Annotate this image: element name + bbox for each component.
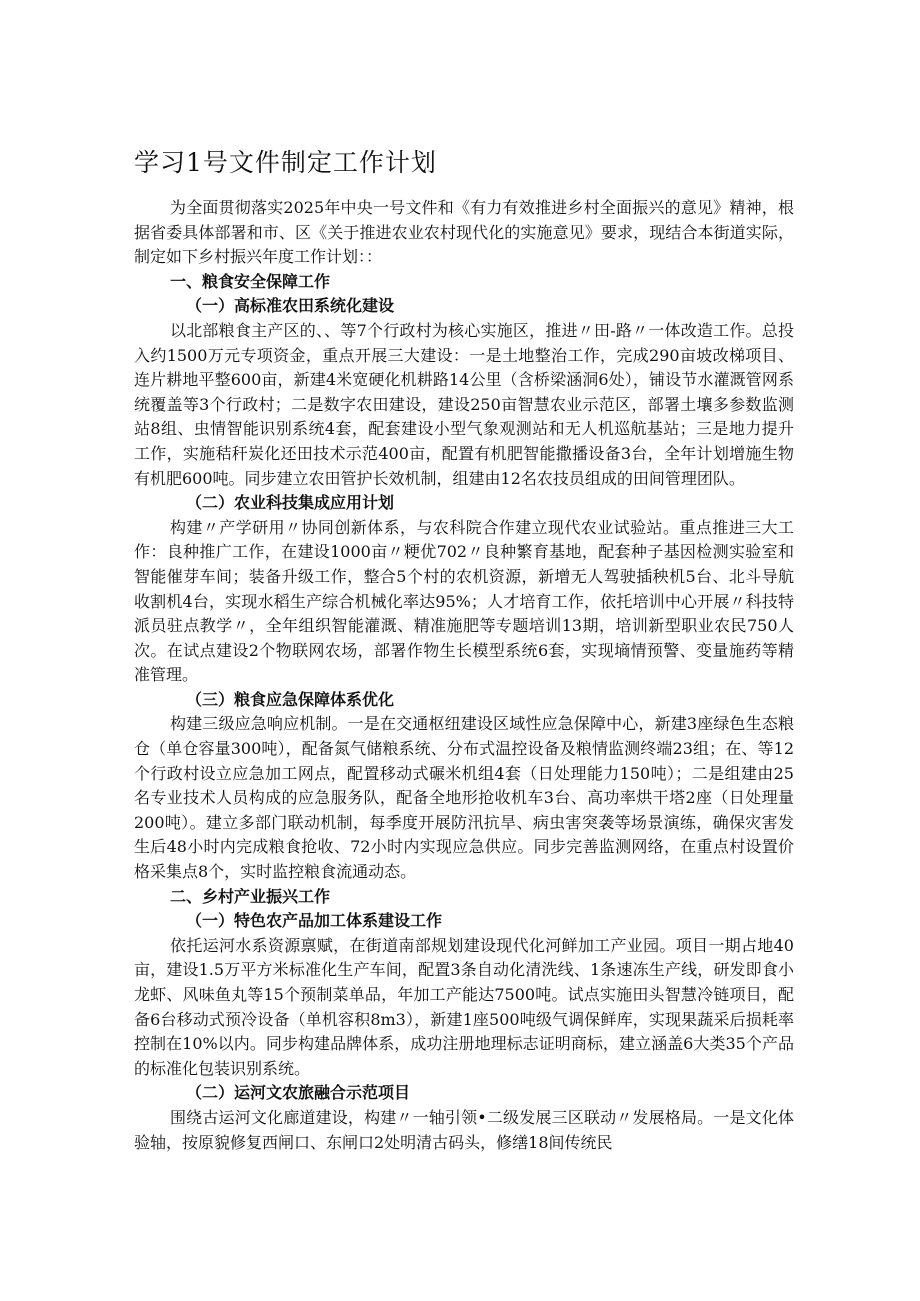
subsection-heading-farmland: （一）高标准农田系统化建设 <box>186 296 395 316</box>
subsection-heading-agri-tech: （二）农业科技集成应用计划 <box>186 493 395 513</box>
section-heading-grain-security: 一、粮食安全保障工作 <box>170 271 331 291</box>
paragraph-emergency: 构建三级应急响应机制。一是在交通枢纽建设区域性应急保障中心，新建3座绿色生态粮仓（单仓容量300吨），配备氮气储粮系统、分布式温控设备及粮情监测终端23组；在、等12个行政村设立应急加工网点，配置移动式碾米机组4套（日处理能力150吨）；二是组建由25名专业技术人员构成的应急服务队，配备全地形抢收机车3台、高功率烘干塔2座（日处理量200吨）。建立多部门联动机制，每季度开展防汛抗旱、病虫害突袭等场景演练，确保灾害发生后48小时内完成粮食抢收、72小时内实现应急供应。同步完善监测网络，在重点村设置价格采集点8个，实时监控粮食流通动态。 <box>134 714 794 882</box>
subsection-heading-emergency: （三）粮食应急保障体系优化 <box>186 689 395 709</box>
paragraph-agri-tech: 构建〃产学研用〃协同创新体系，与农科院合作建立现代农业试验站。重点推进三大工作：良种推广工作，在建设1000亩〃粳优702〃良种繁育基地，配套种子基因检测实验室和智能催芽车间；装备升级工作，整合5个村的农机资源，新增无人驾驶插秧机5台、北斗导航收割机4台，实现水稻生产综合机械化率达95%；人才培育工作，依托培训中心开展〃科技特派员驻点教学〃，全年组织智能灌溉、精准施肥等专题培训13期，培训新型职业农民750人次。在试点建设2个物联网农场，部署作物生长模型系统6套，实现墒情预警、变量施药等精准管理。 <box>134 517 794 685</box>
section-heading-industry: 二、乡村产业振兴工作 <box>170 886 331 906</box>
document-body <box>134 196 794 1155</box>
subsection-heading-canal-tourism: （二）运河文农旅融合示范项目 <box>186 1083 411 1103</box>
document-title: 学习1号文件制定工作计划 <box>134 148 437 177</box>
paragraph-canal-tourism: 围绕古运河文化廊道建设，构建〃一轴引领•二级发展三区联动〃发展格局。一是文化体验轴，按原貌修复西闸口、东闸口2处明清古码头，修缮18间传统民 <box>134 1107 794 1152</box>
paragraph-processing: 依托运河水系资源禀赋，在街道南部规划建设现代化河鲜加工产业园。项目一期占地40亩，建设1.5万平方米标准化生产车间，配置3条自动化清洗线、1条速冻生产线，研发即食小龙虾、风味鱼丸等15个预制菜单品，年加工产能达7500吨。试点实施田头智慧冷链项目，配备6台移动式预冷设备（单机容积8m3），新建1座500吨级气调保鲜库，实现果蔬采后损耗率控制在10%以内。同步构建品牌体系，成功注册地理标志证明商标，建立涵盖6大类35个产品的标准化包装识别系统。 <box>134 935 794 1078</box>
subsection-heading-processing: （一）特色农产品加工体系建设工作 <box>186 911 443 931</box>
intro-paragraph: 为全面贯彻落实2025年中央一号文件和《有力有效推进乡村全面振兴的意见》精神，根据省委具体部署和市、区《关于推进农业农村现代化的实施意见》要求，现结合本街道实际，制定如下乡村振兴年度工作计划：： <box>134 198 794 267</box>
paragraph-farmland: 以北部粮食主产区的、、等7个行政村为核心实施区，推进〃田-路〃一体改造工作。总投入约1500万元专项资金，重点开展三大建设：一是土地整治工作，完成290亩坡改梯项目、连片耕地平整600亩，新建4米宽硬化机耕路14公里（含桥梁涵洞6处），铺设节水灌溉管网系统覆盖等3个行政村；二是数字农田建设，建设250亩智慧农业示范区，部署土壤多参数监测站8组、虫情智能识别系统4套，配套建设小型气象观测站和无人机巡航基站；三是地力提升工作，实施秸秆炭化还田技术示范400亩，配置有机肥智能撒播设备3台，全年计划增施生物有机肥600吨。同步建立农田管护长效机制，组建由12名农技员组成的田间管理团队。 <box>134 320 794 488</box>
